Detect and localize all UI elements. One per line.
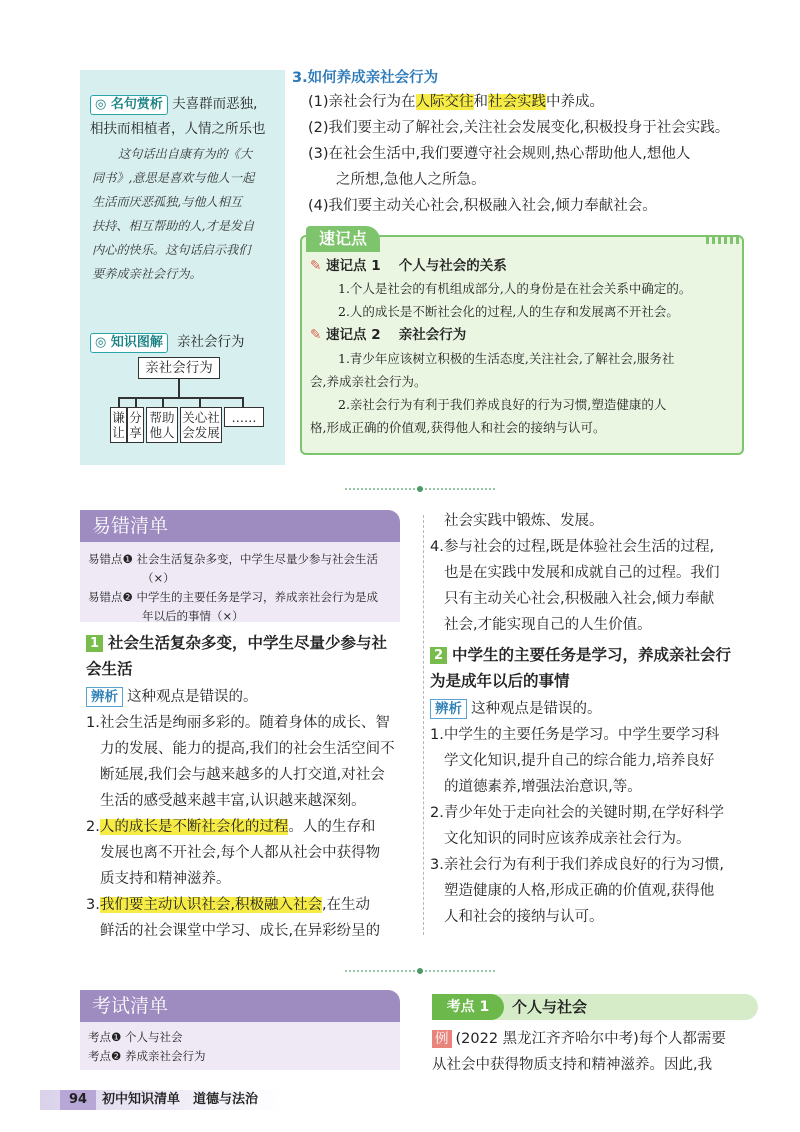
paragraph-line: 社会,才能实现自己的人生价值。 (444, 617, 652, 633)
paragraph-line: 1.中学生的主要任务是学习。中学生要学习科 (430, 727, 720, 743)
left-column (86, 630, 416, 944)
recall-content (310, 255, 740, 439)
diagram-connector (135, 397, 137, 407)
number-badge: 2 (430, 647, 447, 664)
quote-body-line: 内心的快乐。这句话启示我们 (92, 243, 251, 257)
example-question (432, 1026, 762, 1078)
paragraph-line: 4.参与社会的过程,既是体验社会生活的过程, (430, 539, 715, 555)
analysis-tag: 辨析 (430, 699, 467, 719)
error-item: 易错点❶ 社会生活复杂多变，中学生尽量少参与社会生活 (88, 552, 378, 566)
analysis-tag: 辨析 (86, 687, 123, 707)
exam-list (88, 1028, 388, 1066)
error-point-heading: 1 社会生活复杂多变，中学生尽量少参与社 (86, 630, 416, 656)
section3-item: (2)我们要主动了解社会,关注社会发展变化,积极投身于社会实践。 (308, 120, 730, 136)
recall-decoration (706, 236, 740, 244)
diagram-node: 谦 让 (110, 407, 127, 443)
highlight-text: 人际交往 (415, 94, 474, 110)
highlight-text: 社会实践 (488, 94, 547, 110)
recall-point2-title: ✎ 速记点 2 亲社会行为 (310, 327, 467, 343)
paragraph-line: 塑造健康的人格,形成正确的价值观,获得他 (444, 883, 715, 899)
kaodian-tag: 考点 1 (432, 994, 504, 1020)
diagram-connector (242, 397, 244, 407)
paragraph-line: 力的发展、能力的提高,我们的社会生活空间不 (100, 741, 395, 757)
recall-heading: 速记点 (306, 226, 380, 252)
separator-dot (417, 968, 423, 974)
recall-line: 会,养成亲社会行为。 (310, 374, 427, 389)
footer-title: 初中知识清单 道德与法治 (102, 1092, 259, 1107)
paragraph-line: 的道德素养,增强法治意识,等。 (444, 779, 642, 795)
column-divider (423, 515, 424, 935)
recall-line: 1.个人是社会的有机组成部分,人的身份是在社会关系中确定的。 (338, 281, 692, 296)
error-point-heading: 2 中学生的主要任务是学习，养成亲社会行 (430, 642, 760, 668)
diagram-tag-icon: ◎ (95, 335, 107, 350)
paragraph-line: 3.亲社会行为有利于我们养成良好的行为习惯, (430, 857, 724, 873)
section3-item: (3)在社会生活中,我们要遵守社会规则,热心帮助他人,想他人 (308, 146, 691, 162)
exam-item: 考点❶ 个人与社会 (88, 1030, 183, 1044)
paragraph-line: 发展也离不开社会,每个人都从社会中获得物 (100, 845, 381, 861)
diagram-node: 帮助 他人 (146, 407, 178, 443)
concept-diagram (108, 355, 268, 445)
page-number: 94 (60, 1090, 96, 1110)
paragraph-line: 2.人的成长是不断社会化的过程。人的生存和 (86, 819, 376, 835)
error-item-cont: 年以后的事情（×） (142, 609, 244, 623)
quote-body (92, 142, 280, 286)
quote-tag-icon: ◎ (95, 97, 107, 112)
recall-line: 格,形成正确的价值观,获得他人和社会的接纳与认可。 (310, 420, 606, 435)
recall-line: 1.青少年应该树立积极的生活态度,关注社会,了解社会,服务社 (338, 351, 675, 366)
separator-dot (417, 486, 423, 492)
paragraph-line: 例 (2022 黑龙江齐齐哈尔中考)每个人都需要 (432, 1026, 762, 1052)
diagram-connector (178, 379, 180, 397)
error-item-cont: （×） (142, 571, 175, 585)
highlight-text: 人的成长是不断社会化的过程 (99, 819, 289, 835)
section-title: 3.如何养成亲社会行为 (292, 70, 439, 86)
quote-body-line: 要养成亲社会行为。 (92, 267, 202, 281)
paragraph-line: 人和社会的接纳与认可。 (444, 909, 604, 925)
paragraph-line: 3.我们要主动认识社会,积极融入社会,在生动 (86, 897, 371, 913)
error-list-heading: 易错清单 (80, 510, 400, 542)
recall-point-icon: ✎ (310, 327, 322, 343)
quote-body-line: 扶持、相互帮助的人,才是发自 (92, 219, 255, 233)
analysis-line: 辨析 这种观点是错误的。 (86, 684, 416, 710)
diagram-connector (118, 397, 243, 399)
paragraph-line: 断延展,我们会与越来越多的人打交道,对社会 (100, 767, 385, 783)
error-point-heading-cont: 为是成年以后的事情 (430, 672, 570, 690)
recall-line: 2.人的成长是不断社会化的过程,人的生存和发展离不开社会。 (338, 304, 679, 319)
paragraph-line: 从社会中获得物质支持和精神滋养。因此,我 (432, 1057, 713, 1073)
highlight-text: 我们要主动认识社会,积极融入社会 (99, 897, 322, 913)
recall-line: 2.亲社会行为有利于我们养成良好的行为习惯,塑造健康的人 (338, 397, 667, 412)
paragraph-line: 也是在实践中发展和成就自己的过程。我们 (444, 565, 720, 581)
diagram-connector (118, 397, 120, 407)
paragraph-line: 生活的感受越来越丰富,认识越来越深刻。 (100, 793, 366, 809)
paragraph-line: 2.青少年处于走向社会的关键时期,在学好科学 (430, 805, 724, 821)
quote-body-line: 这句话出自康有为的《大 (118, 147, 253, 161)
paragraph-line: 社会实践中锻炼、发展。 (444, 513, 604, 529)
paragraph-line: 质支持和精神滋养。 (100, 871, 231, 887)
paragraph-line: 只有主动关心社会,积极融入社会,倾力奉献 (444, 591, 715, 607)
section3-item-cont: 之所想,急他人之所急。 (336, 172, 486, 188)
error-list (88, 550, 398, 626)
recall-point1-title: ✎ 速记点 1 个人与社会的关系 (310, 258, 507, 274)
quote-body-line: 生活而厌恶孤独,与他人相互 (92, 195, 243, 209)
recall-point-icon: ✎ (310, 258, 322, 274)
quote-heading (90, 92, 280, 142)
diagram-heading (90, 330, 280, 353)
error-point-heading-cont: 会生活 (86, 660, 133, 678)
quote-line2: 相扶而相植者，人情之所乐也 (90, 121, 266, 137)
analysis-line: 辨析 这种观点是错误的。 (430, 696, 760, 722)
section3-item: (1)亲社会行为在人际交往和社会实践中养成。 (308, 94, 605, 110)
kaodian-title: 个人与社会 (512, 998, 588, 1016)
paragraph-line: 1.社会生活是绚丽多彩的。随着身体的成长、智 (86, 715, 390, 731)
paragraph-line: 鲜活的社会课堂中学习、成长,在异彩纷呈的 (100, 923, 381, 939)
diagram-node: …… (224, 407, 264, 427)
exam-item: 考点❷ 养成亲社会行为 (88, 1049, 206, 1063)
right-column (430, 508, 760, 930)
diagram-connector (199, 397, 201, 407)
diagram-node: 关心社 会发展 (180, 407, 222, 443)
exam-list-heading: 考试清单 (80, 990, 400, 1022)
quote-line1: 夫喜群而恶独, (172, 96, 258, 112)
example-tag: 例 (432, 1030, 452, 1048)
paragraph-line: 学文化知识,提升自己的综合能力,培养良好 (444, 753, 715, 769)
number-badge: 1 (86, 635, 103, 652)
diagram-connector (162, 397, 164, 407)
diagram-node: 分 享 (127, 407, 144, 443)
diagram-root: 亲社会行为 (138, 357, 220, 379)
quote-tag: ◎ 名句赏析 (90, 95, 168, 115)
section3-list (308, 89, 758, 219)
paragraph-line: 文化知识的同时应该养成亲社会行为。 (444, 831, 691, 847)
quote-body-line: 同书》,意思是喜欢与他人一起 (92, 171, 255, 185)
diagram-tag: ◎ 知识图解 (90, 333, 168, 353)
error-item: 易错点❷ 中学生的主要任务是学习，养成亲社会行为是成 (88, 590, 378, 604)
diagram-title: 亲社会行为 (176, 334, 245, 350)
section3-item: (4)我们要主动关心社会,积极融入社会,倾力奉献社会。 (308, 198, 657, 214)
